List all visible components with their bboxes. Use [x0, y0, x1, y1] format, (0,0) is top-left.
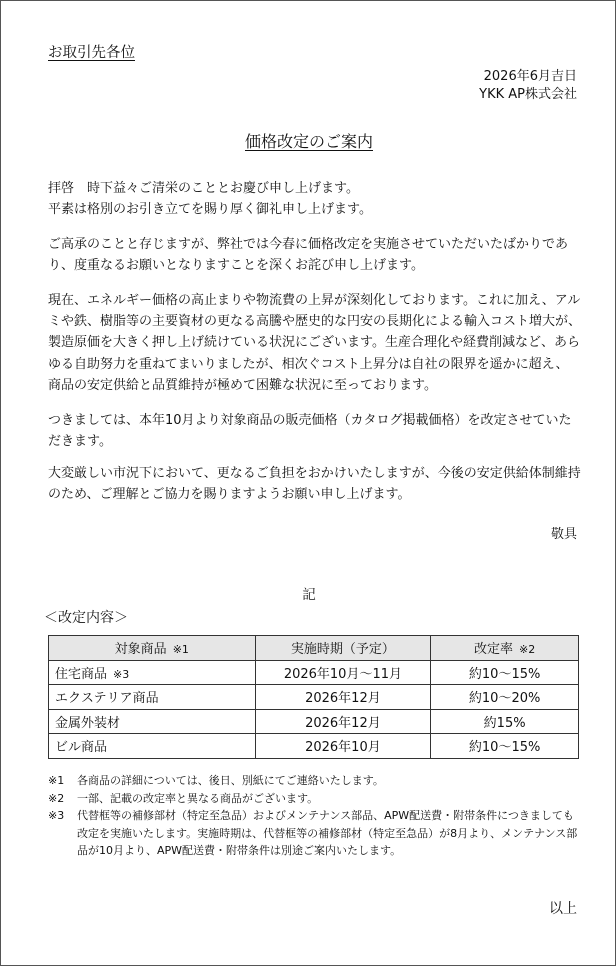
header-product	[49, 636, 256, 661]
row-product-label: ビル商品	[55, 740, 108, 756]
row-rate: 約15%	[431, 709, 579, 734]
row-timing: 2026年10月～11月	[255, 660, 431, 685]
table-row	[49, 709, 579, 734]
row-product-label: 住宅商品	[55, 666, 108, 682]
header-rate-label: 改定率	[474, 642, 514, 658]
apology-paragraph: ご高承のことと存じますが、弊社では今春に価格改定を実施させていただいたばかりであり、度重なるお願いとなりますことを深くお詫び申し上げます。	[48, 237, 569, 274]
row-product-label: 金属外装材	[55, 715, 121, 731]
footnote-mark: ※2	[48, 791, 65, 805]
row-rate: 約10～20%	[431, 685, 579, 710]
revision-table	[48, 635, 579, 759]
row-product	[49, 734, 256, 759]
row-timing: 2026年12月	[255, 709, 431, 734]
row-product	[49, 709, 256, 734]
row-product	[49, 685, 256, 710]
footnote	[48, 772, 583, 790]
footnote-text: 代替框等の補修部材（特定至急品）およびメンテナンス部品、APW配送費・附帯条件につきましても改定を実施いたします。実施時期は、代替框等の補修部材（特定至急品）が8月より、メンテナンス部品が10月より、APW配送費・附帯条件は別途ご案内いたします。	[77, 809, 578, 857]
row-rate: 約10～15%	[431, 660, 579, 685]
header-rate-note-mark: ※2	[519, 643, 536, 657]
row-timing: 2026年10月	[255, 734, 431, 759]
footnote	[48, 807, 583, 860]
header-product-note-mark: ※1	[172, 643, 189, 657]
row-timing: 2026年12月	[255, 685, 431, 710]
footnote-text: 一部、記載の改定率と異なる商品がございます。	[77, 791, 319, 805]
issue-date: 2026年6月吉日	[483, 69, 577, 84]
table-row	[49, 734, 579, 759]
table-header-row	[49, 636, 579, 661]
closing-keigu: 敬具	[550, 527, 577, 542]
greeting-line-1: 拝啓 時下益々ご清栄のこととお慶び申し上げます。	[48, 181, 359, 196]
document-title	[1, 129, 616, 152]
row-rate: 約10～15%	[431, 734, 579, 759]
end-mark: 以上	[549, 901, 577, 917]
header-rate	[431, 636, 579, 661]
revision-section-title: ＜改定内容＞	[44, 610, 128, 626]
footnote-mark: ※3	[48, 809, 65, 822]
header-product-label: 対象商品	[114, 642, 167, 658]
ki-heading: 記	[302, 587, 316, 603]
request-paragraph: 大変厳しい市況下において、更なるご負担をおかけいたしますが、今後の安定供給体制維持のため、ご理解とご協力を賜りますようお願い申し上げます。	[48, 466, 581, 503]
greeting-paragraph	[48, 178, 581, 220]
greeting-line-2: 平素は格別のお引き立てを賜り厚く御礼申し上げます。	[48, 202, 372, 218]
footnotes	[48, 772, 583, 860]
table-row	[49, 685, 579, 710]
reason-paragraph: 現在、エネルギー価格の高止まりや物流費の上昇が深刻化しております。これに加え、アルミや鉄、樹脂等の主要資材の更なる高騰や歴史的な円安の長期化による輸入コスト増大が、製造原価を大きく押し上げ続けている状況にございます。生産合理化や経費削減など、あらゆる自助努力を重ねてまいりましたが、相次ぐコスト上昇分は自社の限界を遥かに超え、商品の安定供給と品質維持が極めて困難な状況に至っております。	[48, 293, 582, 393]
row-note-mark: ※3	[113, 667, 130, 681]
footnote-mark: ※1	[48, 774, 65, 787]
company-name: YKK AP株式会社	[479, 87, 577, 102]
document-title-text: 価格改定のご案内	[244, 132, 373, 151]
announcement-paragraph: つきましては、本年10月より対象商品の販売価格（カタログ掲載価格）を改定させていただきます。	[48, 413, 572, 450]
row-product	[49, 660, 256, 685]
header-timing: 実施時期（予定）	[255, 636, 431, 661]
table-row	[49, 660, 579, 685]
addressee: お取引先各位	[48, 45, 135, 61]
footnote	[48, 790, 583, 808]
row-product-label: エクステリア商品	[55, 691, 159, 707]
footnote-text: 各商品の詳細については、後日、別紙にてご連絡いたします。	[77, 774, 384, 787]
